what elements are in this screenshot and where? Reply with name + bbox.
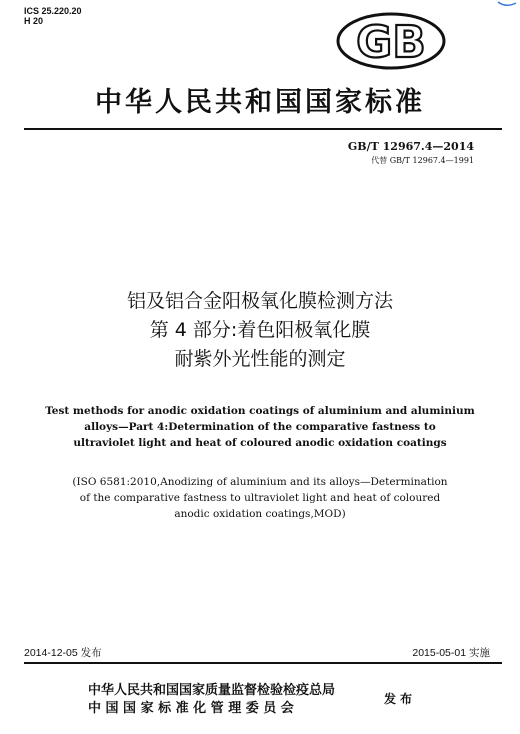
standard-title: 中华人民共和国国家标准	[95, 87, 425, 118]
top-divider	[24, 128, 502, 130]
chinese-title-line-1: 铝及铝合金阳极氧化膜检测方法	[126, 290, 393, 312]
standard-number-block	[348, 140, 474, 168]
logo-text: GB	[356, 17, 426, 68]
classification-codes	[24, 6, 82, 26]
iso-reference-line-1: (ISO 6581:2010,Anodizing of aluminium and its alloys—Determination	[72, 476, 448, 488]
english-title	[40, 403, 480, 451]
replaces-standard: 代替 GB/T 12967.4—1991	[371, 156, 474, 165]
ics-code: ICS 25.220.20	[24, 6, 82, 16]
publisher-sac: 中 国 国 家 标 准 化 管 理 委 员 会	[88, 701, 294, 716]
chinese-title-line-2: 第 4 部分:着色阳极氧化膜	[149, 319, 371, 341]
issue-date: 2014-12-05 发布	[24, 647, 102, 659]
english-title-line-2: alloys—Part 4:Determination of the comparative fastness to	[84, 421, 436, 433]
english-title-line-3: ultraviolet light and heat of coloured anodic oxidation coatings	[73, 437, 447, 449]
publishers	[88, 682, 335, 718]
iso-reference	[30, 474, 490, 522]
chinese-title-line-3: 耐紫外光性能的测定	[174, 348, 346, 370]
publish-label: 发布	[384, 692, 417, 706]
standard-number: GB/T 12967.4—2014	[347, 140, 474, 153]
corner-mark-icon	[492, 0, 520, 10]
iso-reference-line-3: anodic oxidation coatings,MOD)	[174, 508, 346, 520]
english-title-line-1: Test methods for anodic oxidation coatings of aluminium and aluminium	[45, 405, 475, 417]
ccs-code: H 20	[24, 16, 44, 26]
implementation-date: 2015-05-01 实施	[412, 647, 490, 659]
chinese-title	[0, 287, 520, 374]
iso-reference-line-2: of the comparative fastness to ultraviolet light and heat of coloured	[79, 492, 441, 504]
publisher-aqsiq: 中华人民共和国国家质量监督检验检疫总局	[88, 683, 336, 698]
gb-logo	[336, 12, 446, 70]
bottom-divider	[24, 662, 502, 664]
